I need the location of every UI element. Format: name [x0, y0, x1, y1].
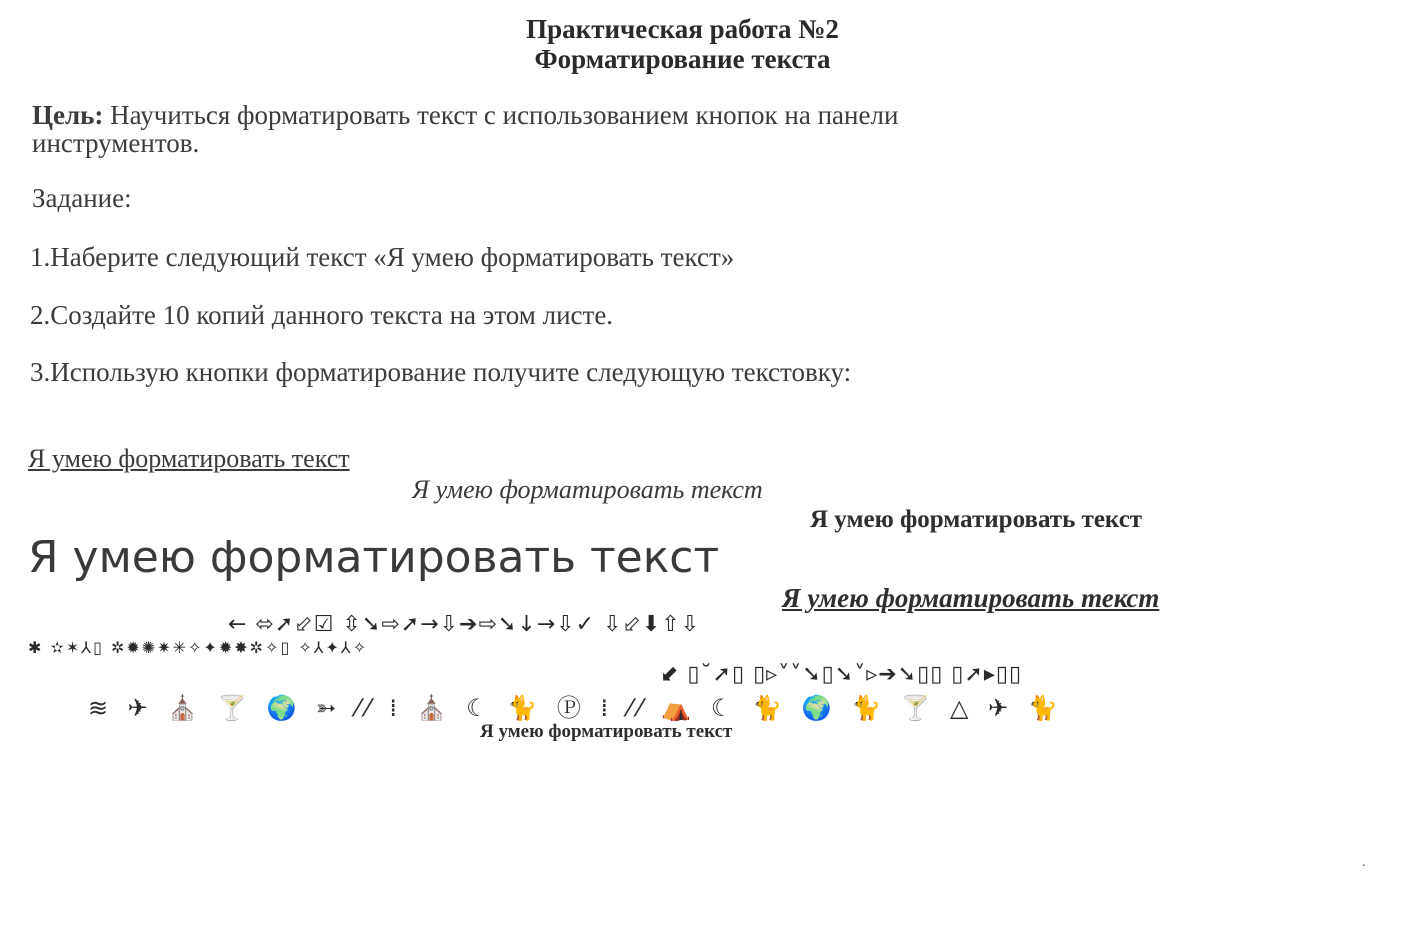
- page-title: Практическая работа №2: [526, 14, 839, 44]
- sample-large: Я умею форматировать текст: [28, 532, 720, 583]
- task-item-2: 2.Создайте 10 копий данного текста на этом листе.: [30, 300, 614, 330]
- sample-bold: Я умею форматировать текст: [810, 506, 1143, 533]
- goal-paragraph: [32, 100, 898, 131]
- goal-text: Научиться форматировать текст с использованием кнопок на панели: [103, 100, 899, 130]
- task-item-1: 1.Наберите следующий текст «Я умею форматировать текст»: [30, 242, 735, 272]
- symbol-row-stars: ✱ ✫✶⅄▯ ✲✹✺✷✳✧✦✹✸✲✧▯ ✧⅄✦⅄✧: [28, 638, 369, 657]
- symbol-row-arrows: ← ⬄➚⬃☑ ⇳➘⇨➚→⇩➔⇨➘↓→⇩✓ ⇩⬃⬇⇧⇩: [228, 612, 701, 637]
- sample-underlined: Я умею форматировать текст: [28, 444, 350, 473]
- sample-small-bold: Я умею форматировать текст: [480, 721, 733, 742]
- scan-speck: .: [1362, 855, 1366, 870]
- sample-italic: Я умею форматировать текст: [412, 475, 763, 504]
- task-label: Задание:: [32, 183, 132, 213]
- task-item-3: 3.Использую кнопки форматирование получите следующую текстовку:: [30, 357, 852, 387]
- goal-text-continued: инструментов.: [32, 128, 200, 158]
- page-subtitle: Форматирование текста: [534, 44, 831, 74]
- symbol-row-pictograms: ≋ ✈ ⛪ 🍸 🌍 ➳ ⁄⁄ ⁞ ⛪ ☾ 🐈 Ⓟ ⁞ ⁄⁄ ⛺ ☾ 🐈 🌍 🐈 🍸 △ ✈ 🐈: [88, 694, 1064, 722]
- goal-label: Цель:: [32, 100, 104, 130]
- sample-bold-italic-underlined: Я умею форматировать текст: [782, 583, 1160, 613]
- symbol-row-arrows-2: ⬋ ▯˘➚▯ ▯▹˅˅➘▯➘˅▹➔➘▯▯ ▯➚▸▯▯: [660, 662, 1023, 687]
